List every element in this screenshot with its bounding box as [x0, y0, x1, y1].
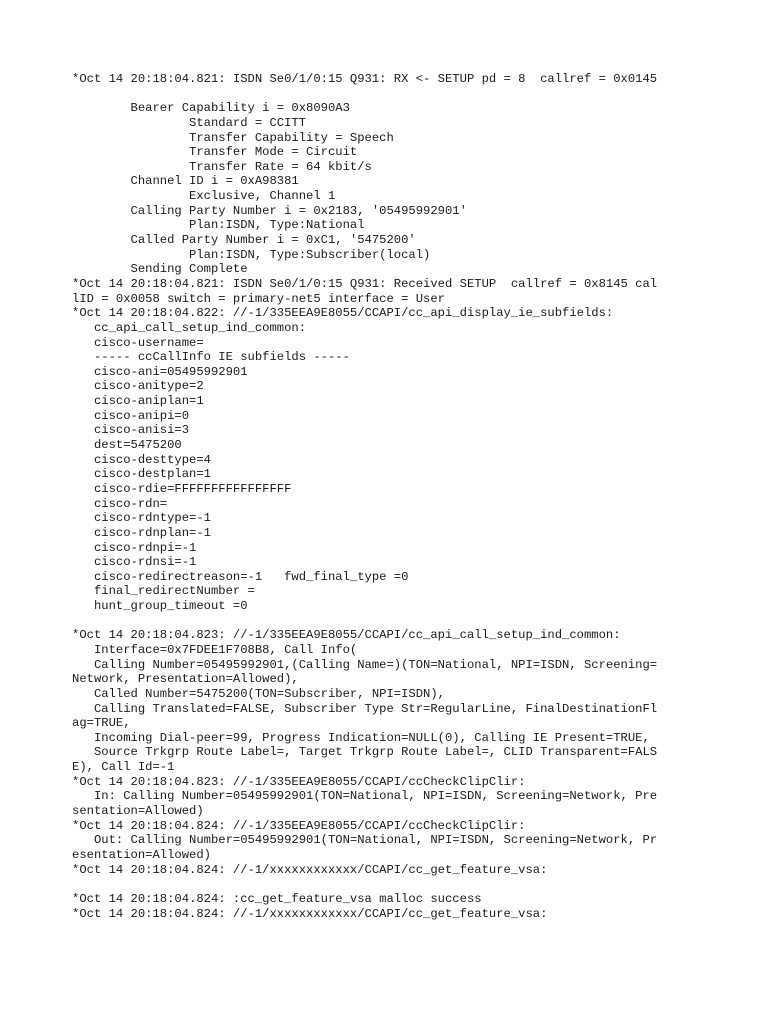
log-line: *Oct 14 20:18:04.824: //-1/xxxxxxxxxxxx/CCAPI/cc_get_feature_vsa: [72, 906, 548, 921]
log-line: cc_api_call_setup_ind_common: [72, 320, 307, 335]
log-line [72, 87, 657, 102]
debug-log-text [72, 72, 657, 921]
log-line: Plan:ISDN, Type:National [72, 218, 365, 233]
log-line: Interface=0x7FDEE1F708B8, Call Info( [72, 642, 358, 657]
log-line: final_redirectNumber = [72, 584, 255, 599]
log-line: Sending Complete [72, 262, 248, 277]
log-line: *Oct 14 20:18:04.824: :cc_get_feature_vsa malloc success [72, 891, 482, 906]
log-line: E), Call Id=-1 [72, 760, 175, 775]
log-line: esentation=Allowed) [72, 847, 211, 862]
log-line: Calling Translated=FALSE, Subscriber Type Str=RegularLine, FinalDestinationFl [72, 701, 658, 716]
log-line: *Oct 14 20:18:04.822: //-1/335EEA9E8055/CCAPI/cc_api_display_ie_subfields: [72, 306, 614, 321]
log-line: Calling Number=05495992901,(Calling Name=)(TON=National, NPI=ISDN, Screening= [72, 657, 658, 672]
log-line: Network, Presentation=Allowed), [72, 672, 299, 687]
log-line: hunt_group_timeout =0 [72, 599, 248, 614]
log-line: *Oct 14 20:18:04.823: //-1/335EEA9E8055/CCAPI/ccCheckClipClir: [72, 774, 526, 789]
log-line: Standard = CCITT [72, 115, 307, 130]
log-line: cisco-redirectreason=-1 fwd_final_type =0 [72, 569, 409, 584]
log-line: Plan:ISDN, Type:Subscriber(local) [72, 247, 431, 262]
log-line: Channel ID i = 0xA98381 [72, 174, 299, 189]
log-line: Called Number=5475200(TON=Subscriber, NPI=ISDN), [72, 686, 445, 701]
log-line: Transfer Mode = Circuit [72, 145, 358, 160]
log-line: Transfer Capability = Speech [72, 130, 394, 145]
log-line: cisco-ani=05495992901 [72, 364, 248, 379]
log-line [72, 614, 657, 629]
log-line: cisco-anipi=0 [72, 408, 190, 423]
log-line: cisco-rdn= [72, 496, 168, 511]
log-line: Incoming Dial-peer=99, Progress Indication=NULL(0), Calling IE Present=TRUE, [72, 730, 650, 745]
log-line: cisco-rdnplan=-1 [72, 525, 211, 540]
log-line: Bearer Capability i = 0x8090A3 [72, 101, 350, 116]
log-line: ----- ccCallInfo IE subfields ----- [72, 350, 350, 365]
log-line: *Oct 14 20:18:04.821: ISDN Se0/1/0:15 Q931: Received SETUP callref = 0x8145 cal [72, 276, 658, 291]
log-line: cisco-destplan=1 [72, 467, 211, 482]
log-line: sentation=Allowed) [72, 804, 204, 819]
log-line: *Oct 14 20:18:04.824: //-1/xxxxxxxxxxxx/CCAPI/cc_get_feature_vsa: [72, 862, 548, 877]
log-line: cisco-rdnpi=-1 [72, 540, 197, 555]
log-line: lID = 0x0058 switch = primary-net5 interface = User [72, 291, 445, 306]
log-line: cisco-desttype=4 [72, 452, 211, 467]
log-line: Transfer Rate = 64 kbit/s [72, 159, 372, 174]
log-line: Source Trkgrp Route Label=, Target Trkgrp Route Label=, CLID Transparent=FALS [72, 745, 658, 760]
log-line [72, 877, 657, 892]
log-line: cisco-rdnsi=-1 [72, 555, 197, 570]
log-line: In: Calling Number=05495992901(TON=National, NPI=ISDN, Screening=Network, Pre [72, 789, 658, 804]
log-line: cisco-username= [72, 335, 204, 350]
log-line: Exclusive, Channel 1 [72, 189, 336, 204]
log-line: cisco-rdntype=-1 [72, 511, 211, 526]
log-line: Called Party Number i = 0xC1, '5475200' [72, 233, 416, 248]
log-line: *Oct 14 20:18:04.821: ISDN Se0/1/0:15 Q931: RX <- SETUP pd = 8 callref = 0x0145 [72, 72, 658, 86]
log-line: ag=TRUE, [72, 716, 131, 731]
log-line: cisco-rdie=FFFFFFFFFFFFFFFF [72, 481, 292, 496]
log-line: dest=5475200 [72, 438, 182, 453]
log-line: Calling Party Number i = 0x2183, '05495992901' [72, 203, 467, 218]
log-line: *Oct 14 20:18:04.824: //-1/335EEA9E8055/CCAPI/ccCheckClipClir: [72, 818, 526, 833]
log-line: cisco-anisi=3 [72, 423, 190, 438]
log-line: cisco-aniplan=1 [72, 394, 204, 409]
log-line: Out: Calling Number=05495992901(TON=National, NPI=ISDN, Screening=Network, Pr [72, 833, 658, 848]
log-line: cisco-anitype=2 [72, 379, 204, 394]
log-line: *Oct 14 20:18:04.823: //-1/335EEA9E8055/CCAPI/cc_api_call_setup_ind_common: [72, 628, 621, 643]
